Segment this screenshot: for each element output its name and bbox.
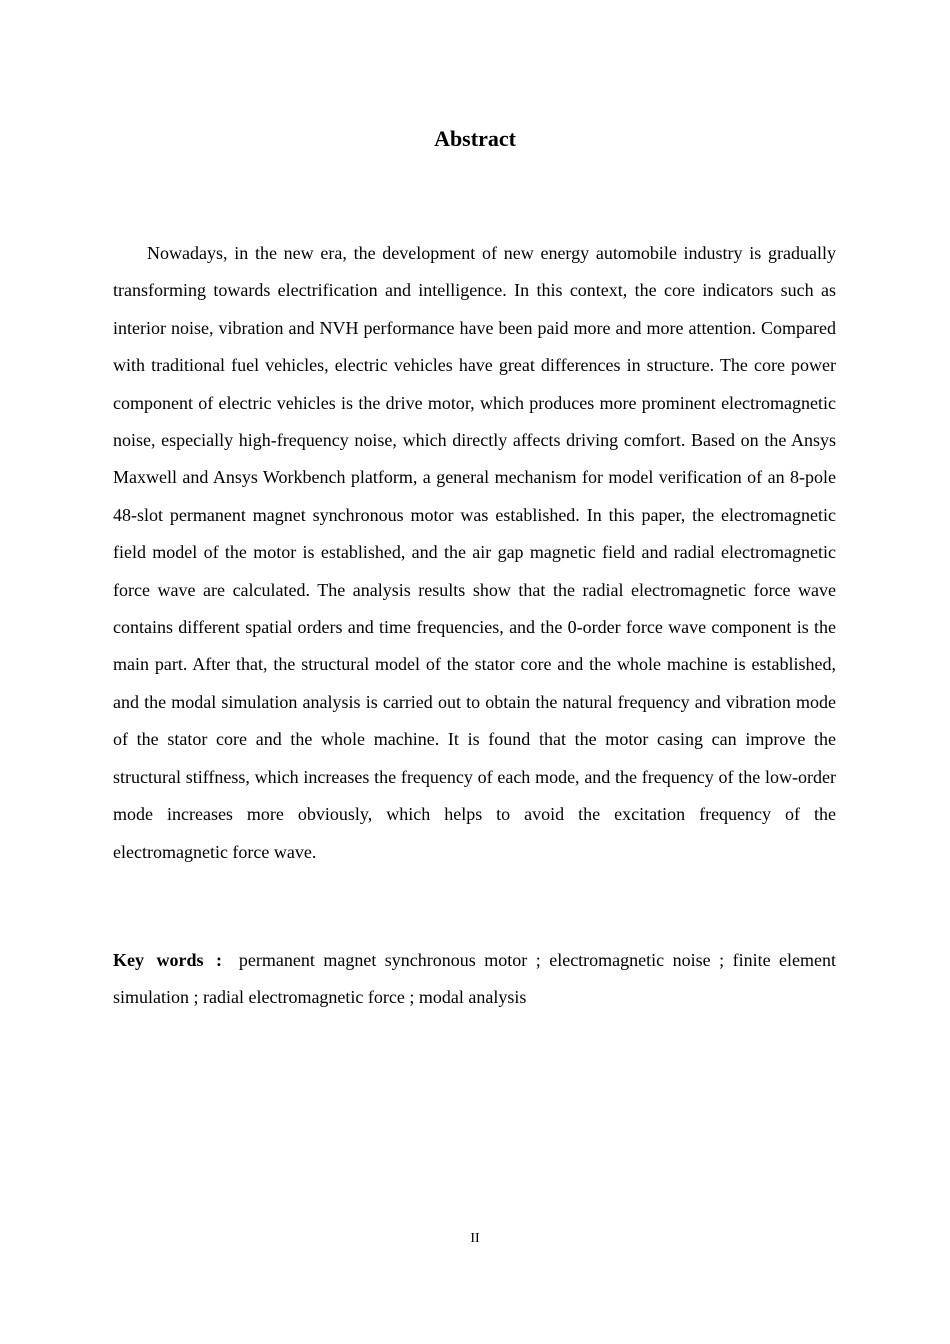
keywords-text: permanent magnet synchronous motor ; electromagnetic noise ; finite element simulation ; radial electromagnetic force ; modal analysis: [113, 950, 837, 1008]
page-number: II: [470, 1231, 480, 1246]
keywords-label: Key words :: [113, 950, 222, 970]
abstract-body: Nowadays, in the new era, the development of new energy automobile industry is gradually transforming towards electrification and intelligence. In this context, the core indicators such as interior noise, vibration and NVH performance have been paid more and more attention. Compared with traditional fuel vehicles, electric vehicles have great differences in structure. The core power component of electric vehicles is the drive motor, which produces more prominent electromagnetic noise, especially high-frequency noise, which directly affects driving comfort. Based on the Ansys Maxwell and Ansys Workbench platform, a general mechanism for model verification of an 8-pole 48-slot permanent magnet synchronous motor was established. In this paper, the electromagnetic field model of the motor is established, and the air gap magnetic field and radial electromagnetic force wave are calculated. The analysis results show that the radial electromagnetic force wave contains different spatial orders and time frequencies, and the 0-order force wave component is the main part. After that, the structural model of the stator core and the whole machine is established, and the modal simulation analysis is carried out to obtain the natural frequency and vibration mode of the stator core and the whole machine. It is found that the motor casing can improve the structural stiffness, which increases the frequency of each mode, and the frequency of the low-order mode increases more obviously, which helps to avoid the excitation frequency of the electromagnetic force wave.: [113, 243, 836, 862]
abstract-title: Abstract: [434, 126, 516, 151]
keywords-paragraph: [113, 942, 836, 1017]
